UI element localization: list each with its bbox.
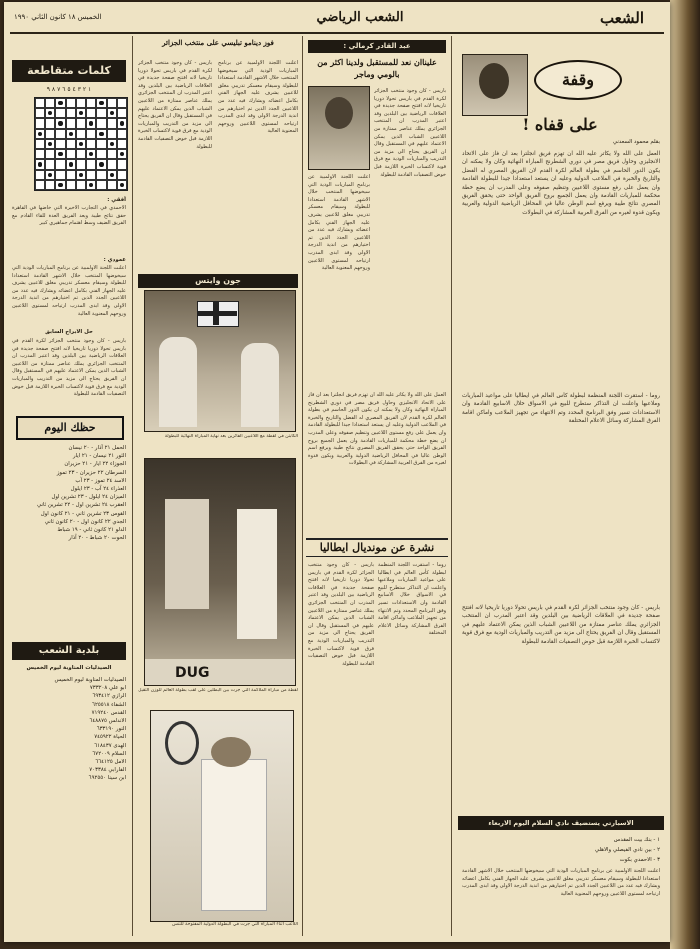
crossword-cell <box>96 108 106 118</box>
masthead-rule <box>10 32 664 34</box>
crossword-cell <box>96 170 106 180</box>
crossword-black-cell <box>96 98 106 108</box>
crossword-cell <box>35 180 45 190</box>
crossword-cell <box>76 149 86 159</box>
opinion-title: على قفاه ! <box>522 115 598 134</box>
crossword-cell <box>117 159 127 169</box>
horoscope-item: الجوزاء ٢٢ ايار - ٢١ حزيران <box>64 461 126 468</box>
fawz-headline: فوز دينامو تبليسي على منتخب الجزائر <box>162 38 274 47</box>
crossword-cell <box>66 149 76 159</box>
horoscope-item: الدلو ٢١ كانون ثاني - ١٩ شباط <box>57 527 126 534</box>
column-rule <box>132 36 133 936</box>
date-line: الخميس ١٨ كانون الثاني ١٩٩٠ <box>14 13 102 21</box>
crossword-cell <box>35 118 45 128</box>
crossword-cell <box>117 108 127 118</box>
horoscope-item: الحوت ٢٠ شباط - ٢٠ آذار <box>68 535 126 542</box>
crossword-black-cell <box>76 108 86 118</box>
crossword-clues-across: الاحمدي في التجارب الاخيرة التي خاضها في القاهرة حقق نتائج طيبة ويعد الفريق العدة للقاء القادم مع الفريق الضيف وسط اهتمام جماهيري كبير <box>12 205 126 227</box>
pharmacy-subtitle: الصيدليات المناوبة ليوم الخميس <box>26 665 112 671</box>
crossword-cell <box>76 129 86 139</box>
crossword-black-cell <box>107 108 117 118</box>
pharmacy-item: ابن سينا ٦٩٢٥٥٠ <box>88 775 126 782</box>
pharmacy-item: الامل ٦٦٤١٢٥ <box>95 759 126 766</box>
crossword-black-cell <box>117 118 127 128</box>
crossword-black-cell <box>55 149 65 159</box>
crossword-cell <box>117 170 127 180</box>
italy-headline: نشرة عن مونديال ايطاليا <box>306 538 448 557</box>
boxing-photo-caption: لقطة من مباراة الملاكمة التي جرت بين البطلين على لقب بطولة العالم للوزن الثقيل <box>138 688 298 693</box>
crossword-cell <box>45 129 55 139</box>
crossword-cell <box>55 159 65 169</box>
crossword-cell <box>86 139 96 149</box>
crossword-numbers: ١ ٢ ٣ ٤ ٥ ٦ ٧ ٨ ٩ <box>46 86 92 93</box>
crossword-cell <box>66 139 76 149</box>
tennis-photo-caption: اللاعب اثناء المباراة التي جرت في البطولة الدولية المفتوحة للتنس <box>172 922 298 927</box>
opinion-byline: بقلم محمود السعدني <box>612 139 660 145</box>
crossword-cell <box>107 98 117 108</box>
lead-title: عبد القادر كرمالي : <box>308 40 446 53</box>
opinion-text: العمل على الله ولا يكاتر عليه الله ان تهزم فريق انجلترا بعد ان فاز على الاتحاد الانجليزي وحاول فريق مصر في دوري الشطرنج المباراة النهائية وكان ولا يمكنه ان يكون الدور الحاسم في بطولة العالم لكرة القدم لان الفريق المصري له الفضل والتاريخ والخبرة في الملاعب الدولية وعليه ان يستعد استعدادا جيدا للبطولة القادمة وان يعمل على رفع مستوى اللاعبين وتنظيم صفوفه وعلى المدرب ان يضع خطة محكمة للمباريات القادمة وان يعمل الجميع بروح الفريق الواحد حتى يحقق الفريق المصري نتائج طيبة ويرفع اسم الوطن عاليا في المحافل الرياضية الدولية والعربية ويكون قدوة لغيره من الفرق العربية المشاركة في البطولات <box>462 151 660 216</box>
horoscope-item: الاسد ٢٤ تموز - ٢٣ آب <box>75 477 126 484</box>
crossword-cell <box>66 98 76 108</box>
crossword-cell <box>86 159 96 169</box>
crossword-cell <box>45 180 55 190</box>
pharmacy-item: النور ٦٣٣١٩٠ <box>96 726 126 733</box>
crossword-cell <box>117 139 127 149</box>
crossword-cell <box>45 149 55 159</box>
crossword-black-cell <box>86 118 96 128</box>
fawz-text: باريس - كان وجود منتخب الجزائر لكرة القدم في باريس تحولا دوريا تاريخيا لانه افتتح صفحة جديدة في العلاقات الرياضية بين البلدين وقد اعتبر المدرب ان المنتخب الجزائري يملك عناصر ممتازة من اللاعبين الشباب الذين يمكن الاعتماد عليهم في المستقبل وقال ان الفريق يحتاج الى مزيد من التدريب والمباريات الودية مع فرق قوية لاكتساب الخبرة اللازمة قبل خوض التصفيات القادمة للبطولة <box>138 60 212 150</box>
crossword-cell <box>76 159 86 169</box>
crossword-cell <box>35 139 45 149</box>
bottom-text: اعلنت اللجنة الاولمبية عن برنامج المباريات الودية التي سيخوضها المنتخب خلال الاشهر القادمة استعدادا للبطولة وسيقام معسكر تدريبي مغلق للاعبين يشرف عليه الجهاز الفني بكامل اعضائه ويشارك فيه عدد من اللاعبين الجدد الذين تم اختيارهم من اندية الدرجة الاولى وقد ابدى المدرب ارتياحه لمستوى اللاعبين وروحهم المعنوية العالية <box>462 868 660 897</box>
crossword-black-cell <box>117 180 127 190</box>
crossword-cell <box>35 98 45 108</box>
crossword-black-cell <box>45 139 55 149</box>
horoscope-item: الثور ٢١ نيسان - ٢١ ايار <box>72 453 126 460</box>
crossword-black-cell <box>66 159 76 169</box>
crossword-clues-down: اعلنت اللجنة الاولمبية عن برنامج المباريات الودية التي سيخوضها المنتخب خلال الاشهر القادمة استعدادا للبطولة وسيقام معسكر تدريبي مغلق للاعبين يشرف عليه الجهاز الفني بكامل اعضائه ويشارك فيه عدد من اللاعبين الجدد الذين تم اختيارهم من اندية الدرجة الاولى وقد ابدى المدرب ارتياحه لمستوى اللاعبين وروحهم المعنوية العالية <box>12 265 126 317</box>
crossword-cell <box>117 98 127 108</box>
opinion-text-end: باريس - كان وجود منتخب الجزائر لكرة القدم في باريس تحولا دوريا تاريخيا لانه افتتح صفحة جديدة في العلاقات الرياضية بين البلدين وقد اعتبر المدرب ان المنتخب الجزائري يملك عناصر ممتازة من اللاعبين الشباب الذين يمكن الاعتماد عليهم في المستقبل وقال ان الفريق يحتاج الى مزيد من التدريب والمباريات الودية مع فرق قوية لاكتساب الخبرة اللازمة قبل خوض التصفيات القادمة للبطولة <box>462 605 660 645</box>
pharmacy-item: الصيدليات المناوبة ليوم الخميس <box>54 677 126 683</box>
pharmacy-item: الرازي ٦٩٣٤١٢ <box>92 693 126 700</box>
crossword-black-cell <box>45 170 55 180</box>
crossword-black-cell <box>55 98 65 108</box>
crossword-cell <box>107 159 117 169</box>
crossword-cell <box>96 118 106 128</box>
horoscope-title: حظك اليوم <box>16 416 124 440</box>
horoscope-item: الميزان ٢٤ ايلول - ٢٣ تشرين اول <box>51 494 126 501</box>
crossword-cell <box>96 149 106 159</box>
crossword-black-cell <box>96 129 106 139</box>
team-celebration-photo <box>144 290 296 432</box>
crossword-grid <box>34 97 128 191</box>
bottom-item: ٣ - الاحمدي بكوت <box>619 857 660 863</box>
opinion-badge: وقفة <box>534 60 622 100</box>
crossword-cell <box>107 149 117 159</box>
bottom-item: ٢ - بين نادي الفيصلي والاهلي <box>594 847 660 853</box>
bottom-strip: الاسبارتي يستضيف نادي السلام اليوم الاربعاء <box>458 816 664 830</box>
crossword-cell <box>86 129 96 139</box>
crossword-cell <box>66 180 76 190</box>
horoscope-item: العذراء ٢٤ آب - ٢٣ ايلول <box>70 486 126 493</box>
crossword-cell <box>35 108 45 118</box>
crossword-cell <box>55 139 65 149</box>
crossword-black-cell <box>86 149 96 159</box>
crossword-cell <box>76 180 86 190</box>
prev-solution-text: باريس - كان وجود منتخب الجزائر لكرة القدم في باريس تحولا دوريا تاريخيا لانه افتتح صفحة جديدة في العلاقات الرياضية بين البلدين وقد اعتبر المدرب ان المنتخب الجزائري يملك عناصر ممتازة من اللاعبين الشباب الذين يمكن الاعتماد عليهم في المستقبل وقال ان الفريق يحتاج الى مزيد من التدريب والمباريات الودية مع فرق قوية لاكتساب الخبرة اللازمة قبل خوض التصفيات القادمة للبطولة <box>12 338 126 398</box>
italy-text-left: باريس - كان وجود منتخب الجزائر لكرة القدم في باريس تحولا دوريا تاريخيا لانه افتتح صفحة جديدة في العلاقات الرياضية بين البلدين وقد اعتبر المدرب ان المنتخب الجزائري يملك عناصر ممتازة من اللاعبين الشباب الذين يمكن الاعتماد عليهم في المستقبل وقال ان الفريق يحتاج الى مزيد من التدريب والمباريات الودية مع فرق قوية لاكتساب الخبرة اللازمة قبل خوض التصفيات القادمة للبطولة <box>308 562 374 667</box>
fawz-text-2: اعلنت اللجنة الاولمبية عن برنامج المباريات الودية التي سيخوضها المنتخب خلال الاشهر القادمة استعدادا للبطولة وسيقام معسكر تدريبي مغلق للاعبين يشرف عليه الجهاز الفني بكامل اعضائه ويشارك فيه عدد من اللاعبين الجدد الذين تم اختيارهم من اندية الدرجة الاولى وقد ابدى المدرب ارتياحه لمستوى اللاعبين وروحهم المعنوية العالية <box>218 60 298 135</box>
crossword-black-cell <box>76 170 86 180</box>
columnist-photo <box>462 54 528 116</box>
crossword-cell <box>107 180 117 190</box>
crossword-cell <box>117 129 127 139</box>
prev-solution-title: حل الابراج السابق <box>45 329 93 335</box>
crossword-black-cell <box>66 129 76 139</box>
crossword-cell <box>45 159 55 169</box>
pharmacy-list <box>12 676 126 936</box>
pharmacy-item: الهدى ٦١٨٤٣٧ <box>94 742 126 749</box>
crossword-title: كلمات متقاطعة <box>12 60 126 82</box>
crossword-cell <box>35 170 45 180</box>
lead-text-left: اعلنت اللجنة الاولمبية عن برنامج المباريات الودية التي سيخوضها المنتخب خلال الاشهر القادمة استعدادا للبطولة وسيقام معسكر تدريبي مغلق للاعبين يشرف عليه الجهاز الفني بكامل اعضائه ويشارك فيه عدد من اللاعبين الجدد الذين تم اختيارهم من اندية الدرجة الاولى وقد ابدى المدرب ارتياحه لمستوى اللاعبين وروحهم المعنوية العالية <box>308 174 370 272</box>
crossword-cell <box>96 139 106 149</box>
crossword-black-cell <box>107 139 117 149</box>
crossword-cell <box>55 129 65 139</box>
crossword-black-cell <box>35 129 45 139</box>
crossword-cell <box>76 118 86 128</box>
pharmacy-item: الفارابي ٧٠٣٣٨٤ <box>89 767 126 774</box>
book-spine <box>670 0 700 949</box>
horoscope-item: العقرب ٢٤ تشرين اول - ٢٢ تشرين ثاني <box>37 502 126 509</box>
crossword-cell <box>45 98 55 108</box>
opinion-text-cont: روما - استقرت اللجنة المنظمة لبطولة كأس العالم في ايطاليا على مواعيد المباريات وملاعبها واعلنت ان التذاكر ستطرح للبيع في الاسواق خلال الاسابيع القادمة وان الاستعدادات تسير وفق البرنامج المحدد وتم الانتهاء من تجهيز الملاعب واماكن اقامة الفرق المشاركة وسائل الاعلام المختلفة <box>462 393 660 425</box>
crossword-cell <box>35 149 45 159</box>
ring-logo-icon: DUG <box>175 665 210 681</box>
crossword-black-cell <box>86 180 96 190</box>
crossword-black-cell <box>76 139 86 149</box>
crossword-cell <box>107 129 117 139</box>
pharmacy-title: بلدية الشعب <box>12 642 126 660</box>
newspaper-page <box>4 2 670 942</box>
crossword-cell <box>45 118 55 128</box>
crossword-cell <box>96 180 106 190</box>
section-title: الشعب الرياضي <box>316 10 404 25</box>
lead-headline: عليناان نعد للمستقبل ولدينا اكثر من بالومي وماجر <box>317 57 437 79</box>
crossword-black-cell <box>96 159 106 169</box>
crossword-clue-head-down: عمودي : <box>103 257 126 263</box>
crossword-cell <box>86 170 96 180</box>
photo-team-title: جون وايتس <box>138 274 298 288</box>
crossword-cell <box>55 170 65 180</box>
lead-text-cont: العمل على الله ولا يكاتر عليه الله ان تهزم فريق انجلترا بعد ان فاز على الاتحاد الانجليزي وحاول فريق مصر في دوري الشطرنج المباراة النهائية وكان ولا يمكنه ان يكون الدور الحاسم في بطولة العالم لكرة القدم لان الفريق المصري له الفضل والتاريخ والخبرة في الملاعب الدولية وعليه ان يستعد استعدادا جيدا للبطولة القادمة وان يعمل على رفع مستوى اللاعبين وتنظيم صفوفه وعلى المدرب ان يضع خطة محكمة للمباريات القادمة وان يعمل الجميع بروح الفريق الواحد حتى يحقق الفريق المصري نتائج طيبة ويرفع اسم الوطن عاليا في المحافل الرياضية الدولية والعربية ويكون قدوة لغيره من الفرق العربية المشاركة في البطولات <box>308 392 446 467</box>
column-rule <box>302 36 303 936</box>
crossword-cell <box>66 118 76 128</box>
team-photo-caption: الكابتن في لقطة مع اللاعبين الفائزين بعد نهاية المباراة النهائية للبطولة <box>164 434 298 439</box>
crossword-black-cell <box>55 118 65 128</box>
boxing-photo <box>144 458 296 686</box>
horoscope-item: القوس ٢٣ تشرين ثاني - ٢١ كانون اول <box>40 510 126 517</box>
italy-text-right: روما - استقرت اللجنة المنظمة لبطولة كأس العالم في ايطاليا على مواعيد المباريات وملاعبها واعلنت ان التذاكر ستطرح للبيع في الاسواق خلال الاسابيع القادمة وان الاستعدادات تسير وفق البرنامج المحدد وتم الانتهاء من تجهيز الملاعب واماكن اقامة الفرق المشاركة وسائل الاعلام المختلفة <box>378 562 446 637</box>
pharmacy-item: الشفاء ٦٢٥٥١٨ <box>92 701 126 708</box>
crossword-cell <box>86 98 96 108</box>
column-rule <box>451 36 452 936</box>
bottom-item: ١ - بنك بيت المقدس <box>613 837 660 843</box>
crossword-cell <box>76 98 86 108</box>
horoscope-item: الجدي ٢٢ كانون اول - ٢٠ كانون ثاني <box>44 518 126 525</box>
horoscope-list <box>12 444 126 634</box>
crossword-cell <box>86 108 96 118</box>
crossword-black-cell <box>45 108 55 118</box>
pharmacy-item: ابو علي ٧٣٣٢٠٨ <box>89 685 126 692</box>
lead-text-right: باريس - كان وجود منتخب الجزائر لكرة القدم في باريس تحولا دوريا تاريخيا لانه افتتح صفحة جديدة في العلاقات الرياضية بين البلدين وقد اعتبر المدرب ان المنتخب الجزائري يملك عناصر ممتازة من اللاعبين الشباب الذين يمكن الاعتماد عليهم في المستقبل وقال ان الفريق يحتاج الى مزيد من التدريب والمباريات الودية مع فرق قوية لاكتساب الخبرة اللازمة قبل خوض التصفيات القادمة للبطولة <box>374 88 446 178</box>
pharmacy-item: الاندلس ٦٤٨٨٧٥ <box>89 718 126 725</box>
pharmacy-item: الحياة ٧٤٥٩٢٢ <box>94 734 126 741</box>
paper-name: الشعب <box>599 9 645 27</box>
crossword-cell <box>66 170 76 180</box>
crossword-black-cell <box>35 159 45 169</box>
horoscope-item: الحمل ٢١ آذار - ٢٠ نيسان <box>68 445 126 451</box>
crossword-cell <box>66 108 76 118</box>
player-photo <box>308 86 370 170</box>
pharmacy-item: القدس ٧١٩٢٤٠ <box>91 709 126 716</box>
pharmacy-item: السلام ٦٧٢٠٠٩ <box>92 750 126 757</box>
crossword-black-cell <box>55 180 65 190</box>
crossword-black-cell <box>117 149 127 159</box>
crossword-black-cell <box>107 170 117 180</box>
tennis-photo <box>150 710 294 922</box>
crossword-cell <box>55 108 65 118</box>
crossword-clue-head: أفقي : <box>107 197 126 203</box>
crossword-cell <box>107 118 117 128</box>
horoscope-item: السرطان ٢٢ حزيران - ٢٣ تموز <box>56 469 126 476</box>
